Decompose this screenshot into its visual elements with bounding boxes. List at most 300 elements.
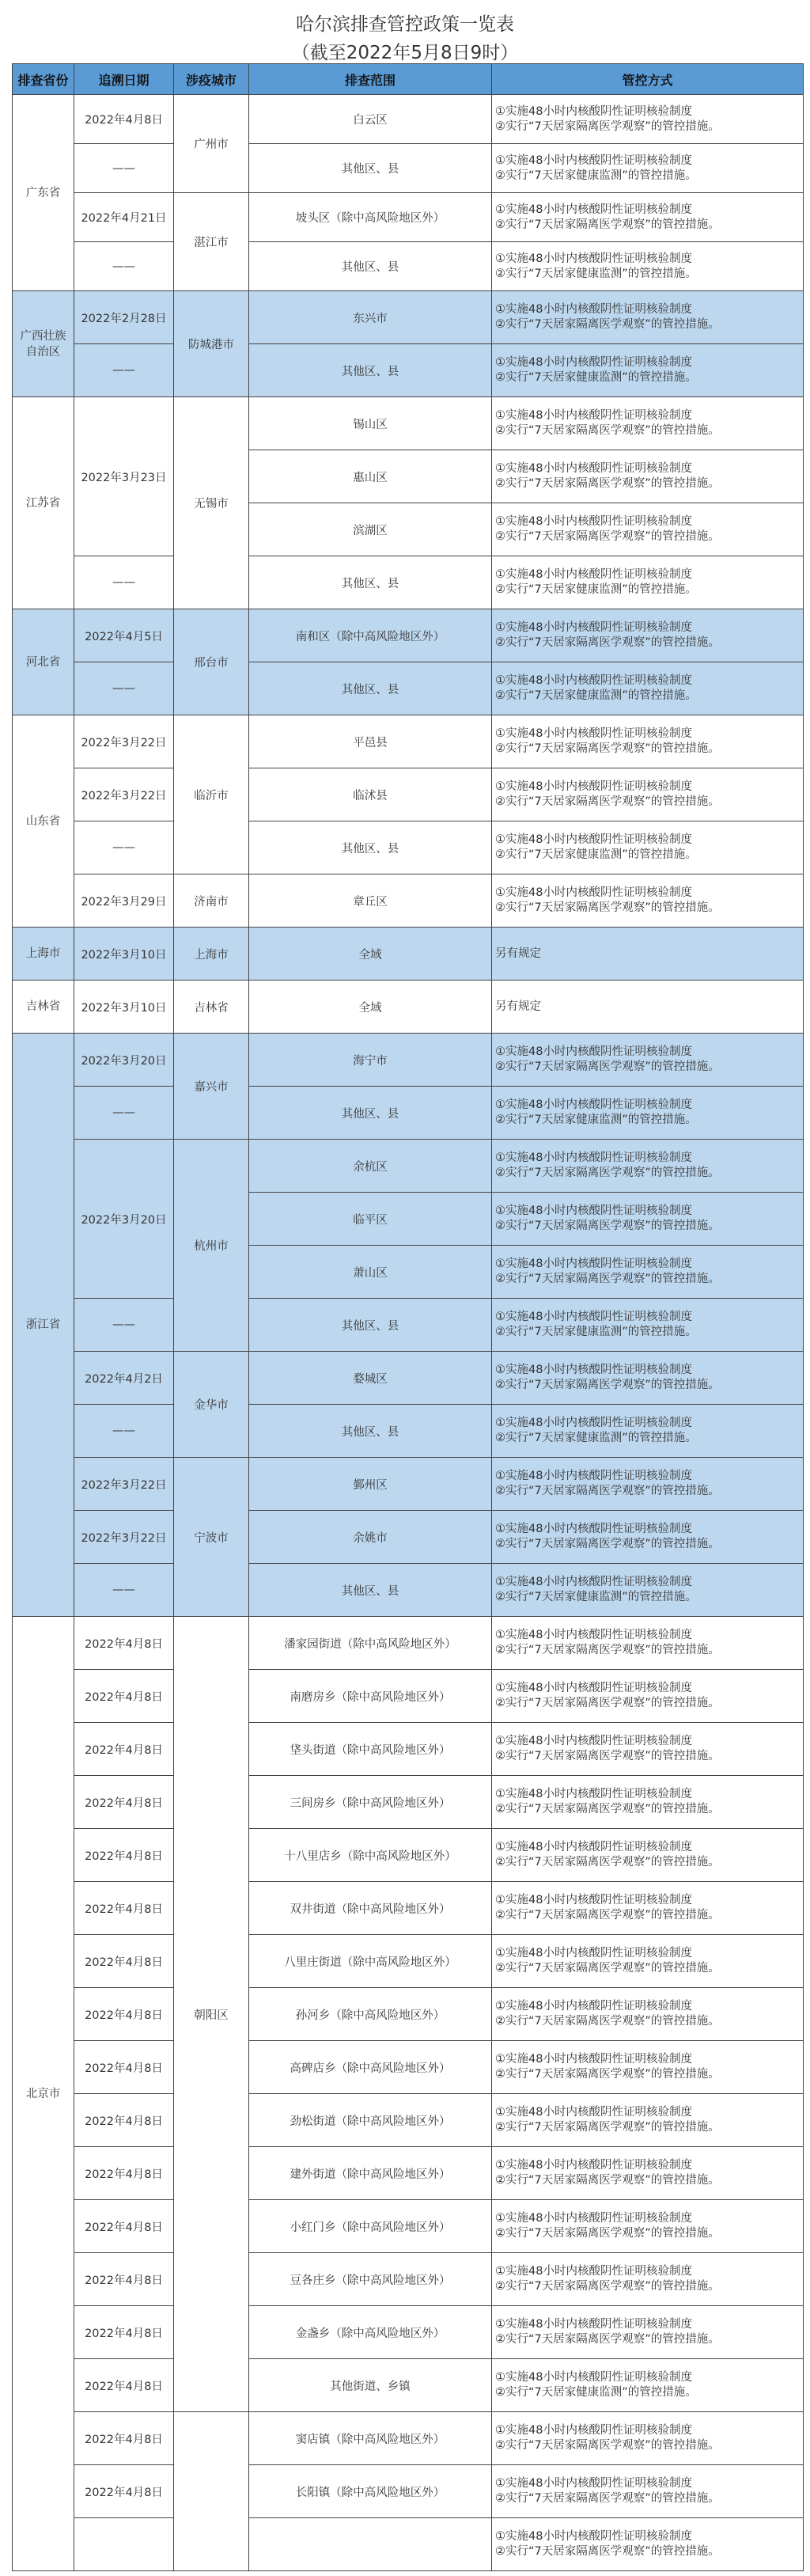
- measure-line: ①实施48小时内核酸阴性证明核验制度: [495, 1470, 692, 1482]
- measure-line: ①实施48小时内核酸阴性证明核验制度: [495, 1417, 692, 1429]
- measure-line: ②实行“7天居家健康监测”的管控措施。: [495, 583, 697, 596]
- measure-line: ①实施48小时内核酸阴性证明核验制度: [495, 1045, 692, 1058]
- table-row: [13, 662, 804, 715]
- measure-line: ②实行“7天居家隔离医学观察”的管控措施。: [495, 2227, 720, 2240]
- date-cell: 2022年4月8日: [74, 1723, 174, 1776]
- table-row: [13, 928, 804, 981]
- measures-cell: [492, 2094, 804, 2147]
- table-row: [13, 344, 804, 397]
- measures-cell: [492, 1299, 804, 1352]
- date-cell: 2022年3月23日: [74, 397, 174, 556]
- measures-cell: [492, 2306, 804, 2359]
- table-row: [13, 242, 804, 291]
- table-row: [13, 1140, 804, 1193]
- header-date: 追溯日期: [74, 64, 174, 95]
- table-row: [13, 1564, 804, 1617]
- province-cell: 浙江省: [13, 1034, 74, 1617]
- date-cell: 2022年4月8日: [74, 2094, 174, 2147]
- measure-line: ②实行“7天居家健康监测”的管控措施。: [495, 1326, 697, 1338]
- scope-cell: 滨湖区: [249, 503, 492, 556]
- scope-cell: 其他区、县: [249, 1405, 492, 1458]
- measure-line: ②实行“7天居家隔离医学观察”的管控措施。: [495, 1962, 720, 1975]
- date-cell: [74, 2518, 174, 2571]
- measure-line: ①实施48小时内核酸阴性证明核验制度: [495, 568, 692, 581]
- measure-line: ①实施48小时内核酸阴性证明核验制度: [495, 1576, 692, 1588]
- measure-line: ②实行“7天居家隔离医学观察”的管控措施。: [495, 1379, 720, 1391]
- measure-line: ②实行“7天居家隔离医学观察”的管控措施。: [495, 2492, 720, 2505]
- table-row: [13, 2412, 804, 2465]
- measure-line: ②实行“7天居家隔离医学观察”的管控措施。: [495, 318, 720, 331]
- measures-cell: [492, 1564, 804, 1617]
- measure-line: ②实行“7天居家健康监测”的管控措施。: [495, 1113, 697, 1126]
- date-cell: 2022年4月8日: [74, 2412, 174, 2465]
- scope-cell: 其他区、县: [249, 344, 492, 397]
- date-cell: 2022年3月20日: [74, 1034, 174, 1087]
- scope-cell: 金盏乡（除中高风险地区外）: [249, 2306, 492, 2359]
- measures-cell: [492, 1193, 804, 1246]
- measure-line: ①实施48小时内核酸阴性证明核验制度: [495, 1841, 692, 1853]
- city-cell: 杭州市: [174, 1140, 249, 1352]
- scope-cell: 东兴市: [249, 291, 492, 344]
- scope-cell: 其他区、县: [249, 242, 492, 291]
- measure-line: ①实施48小时内核酸阴性证明核验制度: [495, 1629, 692, 1641]
- scope-cell: 其他区、县: [249, 662, 492, 715]
- measure-line: ②实行“7天居家隔离医学观察”的管控措施。: [495, 1485, 720, 1497]
- date-cell: 2022年4月8日: [74, 2465, 174, 2518]
- scope-cell: 全域: [249, 928, 492, 981]
- scope-cell: 八里庄街道（除中高风险地区外）: [249, 1935, 492, 1988]
- measure-line: ①实施48小时内核酸阴性证明核验制度: [495, 1205, 692, 1217]
- measure-line: ②实行“7天居家隔离医学观察”的管控措施。: [495, 901, 720, 914]
- province-cell: 江苏省: [13, 397, 74, 609]
- measure-line: ②实行“7天居家隔离医学观察”的管控措施。: [495, 218, 720, 231]
- measure-line: ②实行“7天居家隔离医学观察”的管控措施。: [495, 1273, 720, 1285]
- date-cell: 2022年4月8日: [74, 1829, 174, 1882]
- table-row: [13, 1670, 804, 1723]
- measure-line: ②实行“7天居家隔离医学观察”的管控措施。: [495, 795, 720, 808]
- measure-line: ②实行“7天居家隔离医学观察”的管控措施。: [495, 1909, 720, 1922]
- date-cell: ——: [74, 662, 174, 715]
- city-cell: [174, 2412, 249, 2571]
- scope-cell: 其他街道、乡镇: [249, 2359, 492, 2412]
- city-cell: 上海市: [174, 928, 249, 981]
- city-cell: 湛江市: [174, 193, 249, 291]
- measures-cell: [492, 2253, 804, 2306]
- measure-line: ①实施48小时内核酸阴性证明核验制度: [495, 1098, 692, 1111]
- table-row: [13, 397, 804, 450]
- table-row: [13, 193, 804, 242]
- measure-line: ①实施48小时内核酸阴性证明核验制度: [495, 154, 692, 167]
- province-cell: 山东省: [13, 715, 74, 928]
- measure-line: ①实施48小时内核酸阴性证明核验制度: [495, 780, 692, 793]
- measures-cell: [492, 556, 804, 609]
- measure-line: ①实施48小时内核酸阴性证明核验制度: [495, 1682, 692, 1694]
- date-cell: ——: [74, 556, 174, 609]
- measures-cell: [492, 662, 804, 715]
- measures-cell: [492, 2465, 804, 2518]
- measure-line: ②实行“7天居家健康监测”的管控措施。: [495, 1432, 697, 1444]
- table-row: [13, 1352, 804, 1405]
- scope-cell: 婺城区: [249, 1352, 492, 1405]
- table-header-row: [13, 64, 804, 95]
- scope-cell: 余姚市: [249, 1511, 492, 1564]
- scope-cell: 平邑县: [249, 715, 492, 768]
- table-row: [13, 1882, 804, 1935]
- measure-line: ①实施48小时内核酸阴性证明核验制度: [495, 104, 692, 118]
- measures-cell: [492, 1352, 804, 1405]
- scope-cell: 其他区、县: [249, 556, 492, 609]
- measure-line: ②实行“7天居家隔离医学观察”的管控措施。: [495, 636, 720, 649]
- scope-cell: 海宁市: [249, 1034, 492, 1087]
- measure-line: ①实施48小时内核酸阴性证明核验制度: [495, 2265, 692, 2278]
- measures-cell: [492, 1246, 804, 1299]
- measure-line: ①实施48小时内核酸阴性证明核验制度: [495, 2106, 692, 2119]
- measures-cell: [492, 450, 804, 503]
- table-row: [13, 2200, 804, 2253]
- measure-line: ②实行“7天居家隔离医学观察”的管控措施。: [495, 1697, 720, 1709]
- measure-line: ①实施48小时内核酸阴性证明核验制度: [495, 203, 692, 216]
- scope-cell: 鄞州区: [249, 1458, 492, 1511]
- date-cell: 2022年4月8日: [74, 95, 174, 144]
- measure-line: ①实施48小时内核酸阴性证明核验制度: [495, 1735, 692, 1747]
- date-cell: ——: [74, 344, 174, 397]
- measure-line: ②实行“7天居家隔离医学观察”的管控措施。: [495, 2280, 720, 2293]
- province-cell: 河北省: [13, 609, 74, 715]
- date-cell: 2022年4月8日: [74, 2306, 174, 2359]
- measures-cell: [492, 193, 804, 242]
- date-cell: 2022年3月22日: [74, 715, 174, 768]
- measures-cell: [492, 1034, 804, 1087]
- table-row: [13, 1617, 804, 1670]
- scope-cell: 其他区、县: [249, 1564, 492, 1617]
- scope-cell: 建外街道（除中高风险地区外）: [249, 2147, 492, 2200]
- scope-cell: 孙河乡（除中高风险地区外）: [249, 1988, 492, 2041]
- measure-line: ①实施48小时内核酸阴性证明核验制度: [495, 2477, 692, 2490]
- measure-line: ②实行“7天居家隔离医学观察”的管控措施。: [495, 1856, 720, 1868]
- province-cell: 北京市: [13, 1617, 74, 2571]
- measure-line: ②实行“7天居家健康监测”的管控措施。: [495, 689, 697, 702]
- city-cell: 朝阳区: [174, 1617, 249, 2412]
- table-row: [13, 556, 804, 609]
- measures-cell: [492, 242, 804, 291]
- table-row: [13, 2041, 804, 2094]
- city-cell: 邢台市: [174, 609, 249, 715]
- date-cell: 2022年4月8日: [74, 1776, 174, 1829]
- measure-line: ①实施48小时内核酸阴性证明核验制度: [495, 1523, 692, 1535]
- measures-cell: [492, 95, 804, 144]
- measure-line: ①实施48小时内核酸阴性证明核验制度: [495, 2530, 692, 2543]
- scope-cell: 其他区、县: [249, 821, 492, 874]
- table-row: [13, 715, 804, 768]
- province-cell: 广西壮族自治区: [13, 291, 74, 397]
- date-cell: 2022年4月8日: [74, 1617, 174, 1670]
- measures-cell: [492, 1829, 804, 1882]
- scope-cell: 双井街道（除中高风险地区外）: [249, 1882, 492, 1935]
- date-cell: 2022年4月8日: [74, 2041, 174, 2094]
- measure-line: ①实施48小时内核酸阴性证明核验制度: [495, 1894, 692, 1906]
- measure-line: ②实行“7天居家健康监测”的管控措施。: [495, 848, 697, 861]
- measure-line: ②实行“7天居家隔离医学观察”的管控措施。: [495, 2545, 720, 2558]
- measure-line: ①实施48小时内核酸阴性证明核验制度: [495, 833, 692, 846]
- date-cell: ——: [74, 1087, 174, 1140]
- table-row: [13, 2306, 804, 2359]
- measure-line: ②实行“7天居家健康监测”的管控措施。: [495, 267, 697, 280]
- city-cell: 广州市: [174, 95, 249, 193]
- table-row: [13, 1087, 804, 1140]
- header-measures: 管控方式: [492, 64, 804, 95]
- measures-cell: [492, 1988, 804, 2041]
- measure-line: 另有规定: [495, 947, 541, 960]
- table-row: [13, 1829, 804, 1882]
- city-cell: 金华市: [174, 1352, 249, 1458]
- date-cell: 2022年4月8日: [74, 1670, 174, 1723]
- measure-line: ②实行“7天居家隔离医学观察”的管控措施。: [495, 1167, 720, 1179]
- table-row: [13, 144, 804, 193]
- scope-cell: 临平区: [249, 1193, 492, 1246]
- table-row: [13, 1034, 804, 1087]
- scope-cell: 萧山区: [249, 1246, 492, 1299]
- measure-line: ①实施48小时内核酸阴性证明核验制度: [495, 1311, 692, 1323]
- city-cell: 临沂市: [174, 715, 249, 874]
- date-cell: 2022年3月10日: [74, 928, 174, 981]
- scope-cell: 全域: [249, 981, 492, 1034]
- date-cell: 2022年4月8日: [74, 1988, 174, 2041]
- measures-cell: [492, 768, 804, 821]
- measure-line: ①实施48小时内核酸阴性证明核验制度: [495, 462, 692, 475]
- page-subtitle: （截至2022年5月8日9时）: [291, 43, 519, 63]
- scope-cell: 窦店镇（除中高风险地区外）: [249, 2412, 492, 2465]
- measures-cell: [492, 874, 804, 928]
- date-cell: 2022年4月2日: [74, 1352, 174, 1405]
- table-row: [13, 2094, 804, 2147]
- scope-cell: 坡头区（除中高风险地区外）: [249, 193, 492, 242]
- scope-cell: 潘家园街道（除中高风险地区外）: [249, 1617, 492, 1670]
- scope-cell: 其他区、县: [249, 144, 492, 193]
- date-cell: ——: [74, 821, 174, 874]
- table-row: [13, 291, 804, 344]
- scope-cell: 惠山区: [249, 450, 492, 503]
- city-cell: 无锡市: [174, 397, 249, 609]
- scope-cell: 高碑店乡（除中高风险地区外）: [249, 2041, 492, 2094]
- measures-cell: [492, 1087, 804, 1140]
- measure-line: ①实施48小时内核酸阴性证明核验制度: [495, 356, 692, 369]
- measures-cell: [492, 1723, 804, 1776]
- measure-line: ①实施48小时内核酸阴性证明核验制度: [495, 727, 692, 740]
- table-row: [13, 1988, 804, 2041]
- table-row: [13, 1405, 804, 1458]
- measures-cell: [492, 1405, 804, 1458]
- measure-line: ①实施48小时内核酸阴性证明核验制度: [495, 303, 692, 316]
- measures-cell: [492, 1458, 804, 1511]
- scope-cell: 十八里店乡（除中高风险地区外）: [249, 1829, 492, 1882]
- measure-line: ①实施48小时内核酸阴性证明核验制度: [495, 2053, 692, 2066]
- date-cell: 2022年4月8日: [74, 2200, 174, 2253]
- date-cell: 2022年4月8日: [74, 2147, 174, 2200]
- measure-line: ①实施48小时内核酸阴性证明核验制度: [495, 1788, 692, 1800]
- table-row: [13, 1511, 804, 1564]
- measure-line: ②实行“7天居家隔离医学观察”的管控措施。: [495, 1803, 720, 1815]
- scope-cell: 临沭县: [249, 768, 492, 821]
- table-row: [13, 1299, 804, 1352]
- measures-cell: [492, 397, 804, 450]
- table-body: [13, 95, 804, 2571]
- measure-line: ①实施48小时内核酸阴性证明核验制度: [495, 2424, 692, 2437]
- measure-line: ①实施48小时内核酸阴性证明核验制度: [495, 674, 692, 687]
- city-cell: 济南市: [174, 874, 249, 928]
- table-row: [13, 609, 804, 662]
- date-cell: 2022年3月10日: [74, 981, 174, 1034]
- scope-cell: 其他区、县: [249, 1087, 492, 1140]
- measures-cell: [492, 821, 804, 874]
- measure-line: ②实行“7天居家隔离医学观察”的管控措施。: [495, 2174, 720, 2187]
- measures-cell: [492, 928, 804, 981]
- date-cell: 2022年4月8日: [74, 1935, 174, 1988]
- measure-line: ②实行“7天居家隔离医学观察”的管控措施。: [495, 1538, 720, 1550]
- table-row: [13, 981, 804, 1034]
- date-cell: 2022年4月8日: [74, 2359, 174, 2412]
- scope-cell: 豆各庄乡（除中高风险地区外）: [249, 2253, 492, 2306]
- date-cell: ——: [74, 1405, 174, 1458]
- measure-line: ②实行“7天居家隔离医学观察”的管控措施。: [495, 1060, 720, 1073]
- province-cell: 吉林省: [13, 981, 74, 1034]
- table-row: [13, 874, 804, 928]
- date-cell: 2022年4月21日: [74, 193, 174, 242]
- measure-line: ②实行“7天居家隔离医学观察”的管控措施。: [495, 424, 720, 437]
- measure-line: ②实行“7天居家隔离医学观察”的管控措施。: [495, 1220, 720, 1232]
- scope-cell: 余杭区: [249, 1140, 492, 1193]
- policy-table: [12, 63, 804, 2571]
- measures-cell: [492, 609, 804, 662]
- measures-cell: [492, 503, 804, 556]
- measure-line: ①实施48小时内核酸阴性证明核验制度: [495, 1364, 692, 1376]
- measure-line: ②实行“7天居家隔离医学观察”的管控措施。: [495, 1750, 720, 1762]
- measure-line: ②实行“7天居家健康监测”的管控措施。: [495, 1591, 697, 1603]
- city-cell: 吉林省: [174, 981, 249, 1034]
- measure-line: ②实行“7天居家健康监测”的管控措施。: [495, 2386, 697, 2399]
- measures-cell: [492, 981, 804, 1034]
- scope-cell: 其他区、县: [249, 1299, 492, 1352]
- header-city: 涉疫城市: [174, 64, 249, 95]
- measure-line: ①实施48小时内核酸阴性证明核验制度: [495, 2000, 692, 2013]
- table-row: [13, 821, 804, 874]
- scope-cell: 三间房乡（除中高风险地区外）: [249, 1776, 492, 1829]
- date-cell: 2022年4月8日: [74, 2253, 174, 2306]
- measure-line: ②实行“7天居家隔离医学观察”的管控措施。: [495, 2333, 720, 2346]
- date-cell: 2022年3月22日: [74, 1511, 174, 1564]
- measures-cell: [492, 1617, 804, 1670]
- measure-line: ②实行“7天居家隔离医学观察”的管控措施。: [495, 1644, 720, 1656]
- scope-cell: 章丘区: [249, 874, 492, 928]
- table-row: [13, 1723, 804, 1776]
- table-row: [13, 2359, 804, 2412]
- measure-line: ②实行“7天居家隔离医学观察”的管控措施。: [495, 742, 720, 755]
- measure-line: ①实施48小时内核酸阴性证明核验制度: [495, 1947, 692, 1960]
- scope-cell: 垡头街道（除中高风险地区外）: [249, 1723, 492, 1776]
- measures-cell: [492, 2041, 804, 2094]
- measures-cell: [492, 2200, 804, 2253]
- measure-line: ①实施48小时内核酸阴性证明核验制度: [495, 621, 692, 634]
- date-cell: 2022年3月29日: [74, 874, 174, 928]
- city-cell: 嘉兴市: [174, 1034, 249, 1140]
- table-row: [13, 1776, 804, 1829]
- date-cell: 2022年3月22日: [74, 1458, 174, 1511]
- measure-line: ①实施48小时内核酸阴性证明核验制度: [495, 515, 692, 528]
- city-cell: 宁波市: [174, 1458, 249, 1617]
- date-cell: 2022年3月22日: [74, 768, 174, 821]
- measures-cell: [492, 2147, 804, 2200]
- date-cell: 2022年4月8日: [74, 1882, 174, 1935]
- measures-cell: [492, 344, 804, 397]
- measure-line: ①实施48小时内核酸阴性证明核验制度: [495, 1151, 692, 1164]
- measures-cell: [492, 1776, 804, 1829]
- measure-line: ①实施48小时内核酸阴性证明核验制度: [495, 2318, 692, 2331]
- measure-line: ①实施48小时内核酸阴性证明核验制度: [495, 409, 692, 422]
- measures-cell: [492, 2412, 804, 2465]
- header-scope: 排查范围: [249, 64, 492, 95]
- date-cell: ——: [74, 1299, 174, 1352]
- measures-cell: [492, 2359, 804, 2412]
- scope-cell: 长阳镇（除中高风险地区外）: [249, 2465, 492, 2518]
- measure-line: ①实施48小时内核酸阴性证明核验制度: [495, 2159, 692, 2172]
- date-cell: 2022年2月28日: [74, 291, 174, 344]
- measure-line: ②实行“7天居家健康监测”的管控措施。: [495, 169, 697, 182]
- measures-cell: [492, 1511, 804, 1564]
- measure-line: ①实施48小时内核酸阴性证明核验制度: [495, 886, 692, 899]
- date-cell: 2022年4月5日: [74, 609, 174, 662]
- table-row: [13, 1935, 804, 1988]
- province-cell: 上海市: [13, 928, 74, 981]
- measure-line: ①实施48小时内核酸阴性证明核验制度: [495, 252, 692, 265]
- header-province: 排查省份: [13, 64, 74, 95]
- scope-cell: [249, 2518, 492, 2571]
- measures-cell: [492, 715, 804, 768]
- measures-cell: [492, 291, 804, 344]
- scope-cell: 南磨房乡（除中高风险地区外）: [249, 1670, 492, 1723]
- measure-line: ①实施48小时内核酸阴性证明核验制度: [495, 1258, 692, 1270]
- table-row: [13, 1458, 804, 1511]
- table-row: [13, 2147, 804, 2200]
- date-cell: ——: [74, 242, 174, 291]
- measure-line: ①实施48小时内核酸阴性证明核验制度: [495, 2371, 692, 2384]
- measures-cell: [492, 2518, 804, 2571]
- measure-line: ②实行“7天居家隔离医学观察”的管控措施。: [495, 477, 720, 490]
- measure-line: ②实行“7天居家隔离医学观察”的管控措施。: [495, 2121, 720, 2134]
- measure-line: ②实行“7天居家隔离医学观察”的管控措施。: [495, 2068, 720, 2081]
- measures-cell: [492, 1882, 804, 1935]
- table-row: [13, 2518, 804, 2571]
- measure-line: ②实行“7天居家健康监测”的管控措施。: [495, 371, 697, 384]
- measures-cell: [492, 1935, 804, 1988]
- measure-line: 另有规定: [495, 1000, 541, 1013]
- measures-cell: [492, 144, 804, 193]
- measure-line: ②实行“7天居家隔离医学观察”的管控措施。: [495, 530, 720, 543]
- table-row: [13, 768, 804, 821]
- measure-line: ②实行“7天居家隔离医学观察”的管控措施。: [495, 120, 720, 133]
- date-cell: ——: [74, 1564, 174, 1617]
- table-row: [13, 2253, 804, 2306]
- scope-cell: 小红门乡（除中高风险地区外）: [249, 2200, 492, 2253]
- page-title: 哈尔滨排查管控政策一览表: [296, 14, 514, 35]
- measures-cell: [492, 1670, 804, 1723]
- scope-cell: 南和区（除中高风险地区外）: [249, 609, 492, 662]
- province-cell: 广东省: [13, 95, 74, 291]
- measures-cell: [492, 1140, 804, 1193]
- measure-line: ②实行“7天居家隔离医学观察”的管控措施。: [495, 2015, 720, 2028]
- scope-cell: 劲松街道（除中高风险地区外）: [249, 2094, 492, 2147]
- measure-line: ②实行“7天居家隔离医学观察”的管控措施。: [495, 2439, 720, 2452]
- scope-cell: 锡山区: [249, 397, 492, 450]
- scope-cell: 白云区: [249, 95, 492, 144]
